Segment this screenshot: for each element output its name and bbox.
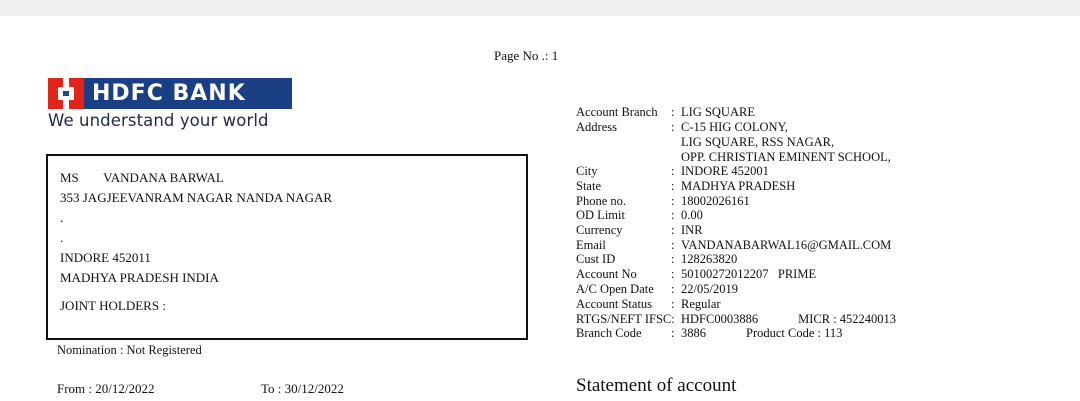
info-email: Email : VANDANABARWAL16@GMAIL.COM [576,238,892,252]
info-value: 128263820 [681,252,738,266]
customer-title: MS [60,170,79,185]
customer-name: VANDANA BARWAL [103,170,224,185]
info-value: INDORE 452001 [681,164,769,178]
info-value: 22/05/2019 [681,282,738,296]
info-value: 3886 [681,326,706,340]
info-label: OD Limit [576,208,625,222]
info-account-status: Account Status : Regular [576,297,721,311]
address-line-2: . [60,210,64,225]
info-value: INR [681,223,703,237]
info-label: Branch Code [576,326,642,340]
info-label: RTGS/NEFT IFSC: [576,312,675,326]
info-label: Address [576,120,617,134]
info-currency: Currency : INR [576,223,703,237]
info-value: C-15 HIG COLONY, [681,120,789,134]
info-open-date: A/C Open Date : 22/05/2019 [576,282,738,296]
info-account-no: Account No : 50100272012207 PRIME [576,267,817,281]
info-label: A/C Open Date [576,282,654,296]
info-od-limit: OD Limit : 0.00 [576,208,703,222]
top-bar [0,0,1080,16]
info-account-branch: Account Branch : LIG SQUARE [576,105,755,119]
hdfc-logo-icon [48,78,84,109]
joint-holders: JOINT HOLDERS : [60,298,166,313]
period-from: From : 20/12/2022 [57,381,155,396]
info-value: HDFC0003886 [681,312,759,326]
info-label: Currency [576,223,623,237]
info-value: Regular [681,297,721,311]
info-phone: Phone no. : 18002026161 [576,194,750,208]
info-label: Account Status [576,297,653,311]
info-value: 50100272012207 PRIME [681,267,817,281]
info-label: City [576,164,598,178]
info-state: State : MADHYA PRADESH [576,179,796,193]
address-state: MADHYA PRADESH INDIA [60,270,219,285]
info-product-code: Product Code : 113 [746,326,843,340]
info-label: State [576,179,601,193]
info-cust-id: Cust ID : 128263820 [576,252,738,266]
info-value: 0.00 [681,208,703,222]
period-to: To : 30/12/2022 [261,381,344,396]
info-address: Address : C-15 HIG COLONY, [576,120,789,134]
info-value: LIG SQUARE [681,105,755,119]
bank-logo [48,78,292,130]
info-label: Account No [576,267,637,281]
customer-name-line [60,170,224,186]
statement-title: Statement of account [576,375,737,396]
info-label: Account Branch [576,105,658,119]
info-label: Cust ID [576,252,616,266]
info-address-line-3: OPP. CHRISTIAN EMINENT SCHOOL, [681,150,891,164]
info-value: VANDANABARWAL16@GMAIL.COM [681,238,892,252]
info-value: 18002026161 [681,194,750,208]
nomination-status: Nomination : Not Registered [57,343,202,357]
info-branch-code: Branch Code : 3886 Product Code : 113 [576,326,843,340]
info-value: MADHYA PRADESH [681,179,796,193]
page-number: Page No .: 1 [494,48,559,63]
info-address-line-2: LIG SQUARE, RSS NAGAR, [681,135,835,149]
address-line-1: 353 JAGJEEVANRAM NAGAR NANDA NAGAR [60,190,333,205]
address-city: INDORE 452011 [60,250,151,265]
bank-tagline: We understand your world [48,111,269,130]
info-micr: MICR : 452240013 [798,312,897,326]
customer-address-box [46,154,528,340]
info-label: Phone no. [576,194,626,208]
info-label: Email [576,238,606,252]
info-city: City : INDORE 452001 [576,164,769,178]
info-ifsc [576,312,896,326]
address-line-3: . [60,230,64,245]
bank-name: HDFC BANK [84,78,292,109]
